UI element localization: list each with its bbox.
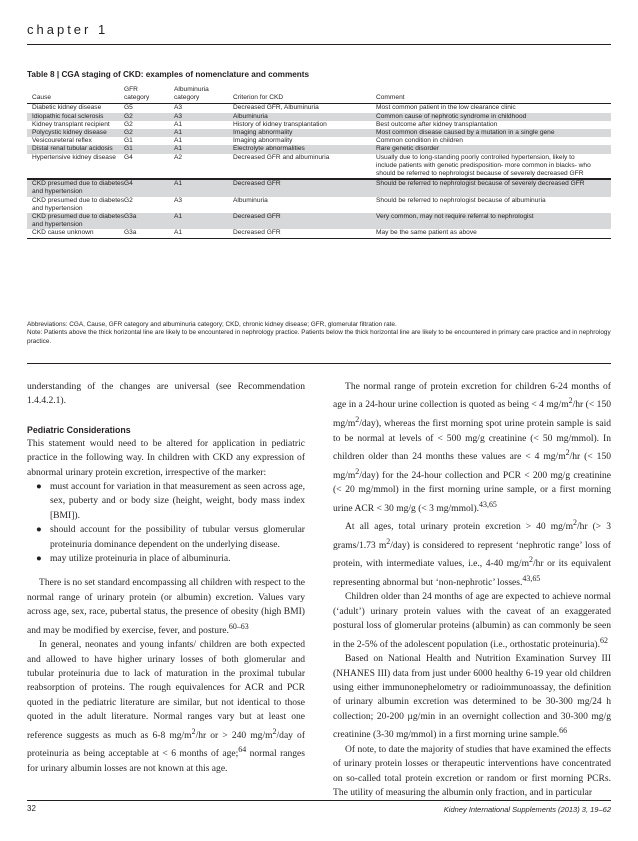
cell-comment: Most common patient in the low clearance clinic (376, 104, 516, 112)
cell-comment: Most common disease caused by a mutation in a single gene (376, 129, 611, 137)
table-row (27, 113, 611, 121)
cell-albuminuria: A3 (174, 113, 233, 121)
cell-cause: Idiopathic focal sclerosis (27, 113, 124, 121)
cell-criterion: Imaging abnormality (233, 137, 293, 145)
cell-cause: Polycystic kidney disease (27, 129, 124, 137)
list-item (27, 480, 305, 523)
cell-comment: Usually due to long-standing poorly controlled hypertension, likely to include patients with genetic predisposition- more common in blacks- who should be referred to nephrologist because of severely decreased GFR (376, 154, 611, 180)
cga-staging-table (27, 86, 611, 239)
table-row (27, 179, 611, 196)
bullet-icon: ● (36, 481, 42, 493)
citation: 66 (559, 726, 568, 736)
cell-cause: Vesicoureteral reflex (32, 137, 92, 145)
table-row (27, 145, 611, 153)
list-item-text: may utilize proteinuria in place of albuminuria. (50, 553, 231, 565)
section-heading: Pediatric Considerations (27, 424, 131, 435)
cell-gfr: G1 (124, 137, 133, 145)
cell-comment: Should be referred to nephrologist because of severely decreased GFR (376, 179, 611, 196)
citation: 43,65 (479, 499, 497, 509)
cell-albuminuria: A1 (174, 213, 233, 229)
list-item-text: must account for variation in that measurement as seen across age, sex, puberty and or body size (height, weight, body mass index [BMI]). (50, 481, 305, 521)
column-header-criterion: Criterion for CKD (233, 94, 284, 102)
cell-criterion: Albuminuria (233, 113, 376, 121)
right-column (333, 380, 611, 800)
cell-comment: Best outcome after kidney transplantation (376, 120, 498, 128)
citation: 64 (238, 745, 247, 755)
column-header-comment: Comment (376, 94, 405, 102)
cell-cause: Hypertensive kidney disease (27, 154, 124, 180)
table-row (27, 213, 611, 229)
paragraph: Of note, to date the majority of studies that have examined the effects of urinary protein losses or therapeutic interventions have concentrated on so-called total protein excretion or random or first morning PCRs. The utility of measuring the albumin only fraction, and in particular (333, 743, 611, 799)
footer-divider (27, 800, 611, 801)
table-row (27, 197, 611, 213)
cell-cause: CKD presumed due to diabetes and hypertension (32, 196, 125, 212)
cell-comment: Very common, may not require referral to nephrologist (376, 213, 611, 229)
table-title: Table 8 | CGA staging of CKD: examples of nomenclature and comments (27, 70, 310, 79)
cell-cause: Kidney transplant recipient (32, 120, 110, 128)
cell-cause: Distal renal tubular acidosis (27, 145, 124, 153)
paragraph: This statement would need to be altered for application in pediatric practice in the following way. In children with CKD any expression of abnormal urinary protein excretion, irrespective of the marker: (27, 437, 305, 478)
cell-cause: Diabetic kidney disease (32, 104, 102, 112)
cell-albuminuria: A2 (174, 154, 233, 180)
cell-cause: CKD cause unknown (27, 229, 124, 238)
cell-gfr: G4 (124, 179, 174, 196)
cell-criterion: Decreased GFR and albuminuria (233, 154, 376, 180)
cell-gfr: G1 (124, 145, 174, 153)
citation: 43,65 (522, 573, 541, 583)
bullet-icon: ● (36, 524, 42, 536)
chapter-label: chapter 1 (27, 22, 109, 37)
cell-albuminuria: A1 (174, 179, 233, 196)
table-footnotes (27, 321, 611, 346)
citation: 62 (599, 635, 608, 645)
cell-comment: Rare genetic disorder (376, 145, 611, 153)
cell-gfr: G3a (124, 213, 174, 229)
table-row (27, 129, 611, 137)
paragraph: understanding of the changes are universal (see Recommendation 1.4.4.2.1). (27, 381, 305, 407)
cell-albuminuria: A1 (174, 229, 233, 238)
table-note: Note: Patients above the thick horizontal line are likely to be encountered in nephrology practice. Patients below the thick horizontal line are likely to be encountered in primary care practice and in nephrology practice. (27, 329, 611, 345)
cell-albuminuria: A1 (174, 145, 233, 153)
cell-albuminuria: A1 (174, 129, 233, 137)
list-item (27, 523, 305, 552)
bullet-list (27, 480, 305, 566)
cell-albuminuria: A1 (174, 120, 183, 128)
page-number: 32 (27, 804, 36, 813)
cell-albuminuria: A1 (174, 137, 183, 145)
table-row (27, 104, 611, 113)
cell-comment: Common condition in children (376, 137, 463, 145)
citation: 60–63 (228, 621, 249, 631)
cell-albuminuria: A3 (174, 196, 183, 204)
cell-comment: Should be referred to nephrologist because of albuminuria (376, 196, 546, 204)
journal-citation: Kidney International Supplements (2013) 3, 19–62 (443, 805, 611, 814)
table-divider (27, 363, 611, 364)
table-row (27, 229, 611, 238)
table-row (27, 137, 611, 145)
list-item (27, 552, 305, 566)
cell-criterion: Decreased GFR (233, 229, 376, 238)
header-divider (27, 44, 611, 45)
cell-gfr: G2 (124, 129, 174, 137)
paragraph: The normal range of protein excretion for children 6-24 months of age in a 24-hour urine collection is quoted as being < 4 $mg/m^2/hr$ (< 150 $mg/m^2/day$), whereas the first morning spot urine protein sample is said to be normal at levels of < 500 mg/g creatinine (< 50 mg/mmol). In children older than 24 months these values are < 4 $mg/m^2/hr$ (< 150 $mg/m^2/day$) for the 24-hour collection and PCR < 200 mg/g creatinine (< 20 mg/mmol) in the first morning urine sample, or a first morning urine ACR < 30 mg/g (< 3 mg/mmol).$^{43,65}$ (333, 381, 611, 514)
cell-cause: CKD presumed due to diabetes and hypertension (27, 213, 124, 229)
cell-gfr: G2 (124, 196, 133, 204)
cell-gfr: G5 (124, 104, 133, 112)
table-header-row (27, 86, 611, 104)
cell-cause: CKD presumed due to diabetes and hypertension (27, 179, 124, 196)
cell-criterion: Decreased GFR (233, 179, 376, 196)
cell-criterion: Decreased GFR, Albuminuria (233, 104, 319, 112)
table-row (27, 121, 611, 129)
cell-gfr: G3a (124, 229, 174, 238)
cell-gfr: G4 (124, 154, 174, 180)
cell-comment: May be the same patient as above (376, 229, 611, 238)
left-column (27, 380, 305, 776)
column-header-albuminuria: Albuminuria category (174, 86, 209, 102)
cell-gfr: G2 (124, 113, 174, 121)
cell-criterion: History of kidney transplantation (233, 120, 327, 128)
paragraph: Children older than 24 months of age are expected to achieve normal (‘adult’) urinary protein values with the caveat of an exaggerated postural loss of glomerular proteins (albumin) as can commonly be seen in the 2-5% of the adolescent population (i.e., orthostatic proteinuria).$^{62}$ (333, 591, 611, 650)
column-header-cause: Cause (32, 94, 52, 102)
abbreviations-note: Abbreviations: CGA, Cause, GFR category and albuminuria category; CKD, chronic kidney disease; GFR, glomerular filtration rate. (27, 321, 397, 328)
paragraph: At all ages, total urinary protein excretion > 40 $mg/m^2/hr$ (> 3 grams/1.73 $m^2/day$) is considered to represent ‘nephrotic range’ loss of protein, with intermediate values, i.e., 4-40 $mg/m^2/hr$ or its equivalent representing abnormal but ‘non-nephrotic’ losses.$^{43,65}$ (333, 518, 611, 589)
cell-albuminuria: A3 (174, 104, 183, 112)
cell-criterion: Imaging abnormality (233, 129, 376, 137)
paragraph: In general, neonates and young infants/ children are both expected and allowed to have higher urinary losses of both glomerular and tubular proteinuria due to lack of maturation in the proximal tubular reabsorption of proteins. The rough equivalences for ACR and PCR quoted in the pediatric literature are similar, but not identical to those quoted in the adult literature. Normal ranges vary but at least one reference suggests as much as 6-8 $mg/m^2/hr$ or > 240 $mg/m^2$/day of proteinuria as being acceptable at < 6 months of age;$^{64}$ normal ranges for urinary albumin losses are not known at this age. (27, 639, 306, 774)
column-header-gfr: GFR category (124, 86, 150, 102)
cell-comment: Common cause of nephrotic syndrome in childhood (376, 113, 611, 121)
paragraph: There is no set standard encompassing all children with respect to the normal range of urinary protein (or albumin) excretion. Values vary across age, sex, race, pubertal status, the presence of obesity (high BMI) and may be modified by exercise, fever, and posture.$^{60-63}$ (27, 577, 305, 636)
cell-criterion: Decreased GFR (233, 213, 376, 229)
cell-criterion: Albuminuria (233, 196, 268, 204)
bullet-icon: ● (36, 553, 42, 565)
table-row (27, 154, 611, 180)
cell-criterion: Electrolyte abnormalities (233, 145, 376, 153)
cell-gfr: G2 (124, 120, 133, 128)
list-item-text: should account for the possibility of tubular versus glomerular proteinuria dominance dependent on the underlying disease. (50, 524, 305, 550)
paragraph: Based on National Health and Nutrition Examination Survey III (NHANES III) data from just under 6000 healthy 6-19 year old children using either immunonephelometry or radioimmunoassay, the definition of urinary albumin excretion was determined to be 30-300 mg/24 h collection; 20-200 µg/min in an overnight collection and 30-300 mg/g creatinine (3-30 mg/mmol) in a first morning urine sample.$^{66}$ (333, 653, 611, 741)
